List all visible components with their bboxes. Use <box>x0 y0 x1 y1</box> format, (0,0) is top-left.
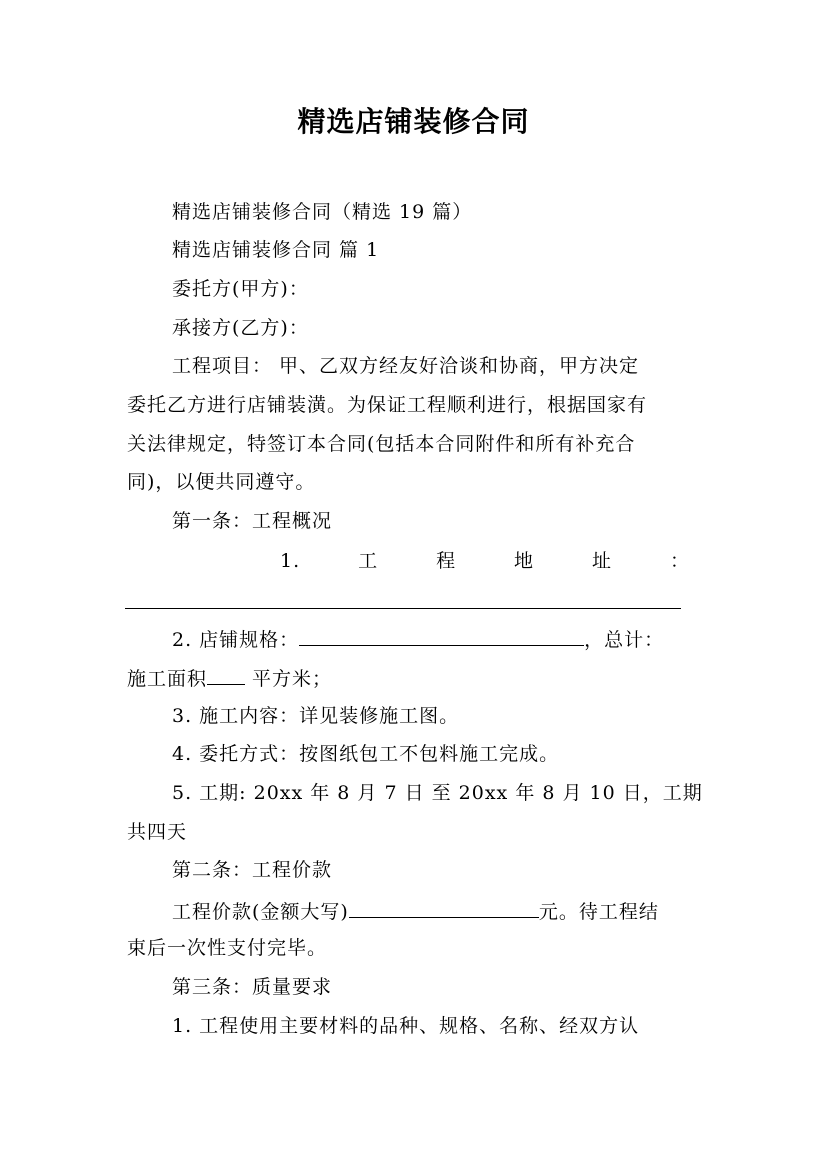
area-unit: 平方米； <box>245 668 333 690</box>
spec-blank <box>299 625 584 646</box>
spec-total: ，总计： <box>584 629 665 651</box>
period-line: 5. 工期: 20xx 年 8 月 7 日 至 20xx 年 8 月 10 日，工期 <box>172 782 703 804</box>
address-blank <box>125 608 681 609</box>
address-item: 工 <box>358 550 379 572</box>
subtitle-line: 精选店铺装修合同（精选 19 篇） <box>172 201 473 223</box>
price-tail: 元。待工程结 <box>538 901 659 923</box>
article-heading: 第三条：质量要求 <box>172 976 333 998</box>
address-item: 址 <box>592 550 613 572</box>
price-blank <box>349 897 539 918</box>
address-item: 1. <box>280 550 301 572</box>
document-title: 精选店铺装修合同 <box>297 105 530 138</box>
period-line: 共四天 <box>127 821 188 843</box>
paragraph-line: 束后一次性支付完毕。 <box>127 937 328 959</box>
area-label: 施工面积 <box>127 668 208 690</box>
party-a-line: 委托方(甲方)： <box>172 278 309 300</box>
paragraph-line: 关法律规定，特签订本合同(包括本合同附件和所有补充合 <box>127 433 636 455</box>
article-heading: 第二条：工程价款 <box>172 859 333 881</box>
paragraph-line: 工程项目： 甲、乙双方经友好洽谈和协商，甲方决定 <box>172 355 640 377</box>
paragraph-line: 同)，以便共同遵守。 <box>127 471 316 493</box>
content-line: 3. 施工内容：详见装修施工图。 <box>172 705 460 727</box>
spec-line <box>172 625 664 653</box>
section-heading: 精选店铺装修合同 篇 1 <box>172 239 380 261</box>
method-line: 4. 委托方式：按图纸包工不包料施工完成。 <box>172 743 560 765</box>
paragraph-line: 委托乙方进行店铺装潢。为保证工程顺利进行，根据国家有 <box>127 394 648 416</box>
address-item: 程 <box>436 550 457 572</box>
address-item: ： <box>669 550 690 572</box>
area-line <box>127 664 332 692</box>
spec-label: 2. 店铺规格： <box>172 629 300 651</box>
party-b-line: 承接方(乙方)： <box>172 317 309 339</box>
price-line <box>172 897 659 925</box>
price-label: 工程价款(金额大写) <box>172 901 349 923</box>
area-blank <box>207 664 245 685</box>
address-item: 地 <box>514 550 535 572</box>
paragraph-line: 1. 工程使用主要材料的品种、规格、名称、经双方认 <box>172 1015 640 1037</box>
article-heading: 第一条：工程概况 <box>172 510 333 532</box>
address-line <box>280 548 690 574</box>
